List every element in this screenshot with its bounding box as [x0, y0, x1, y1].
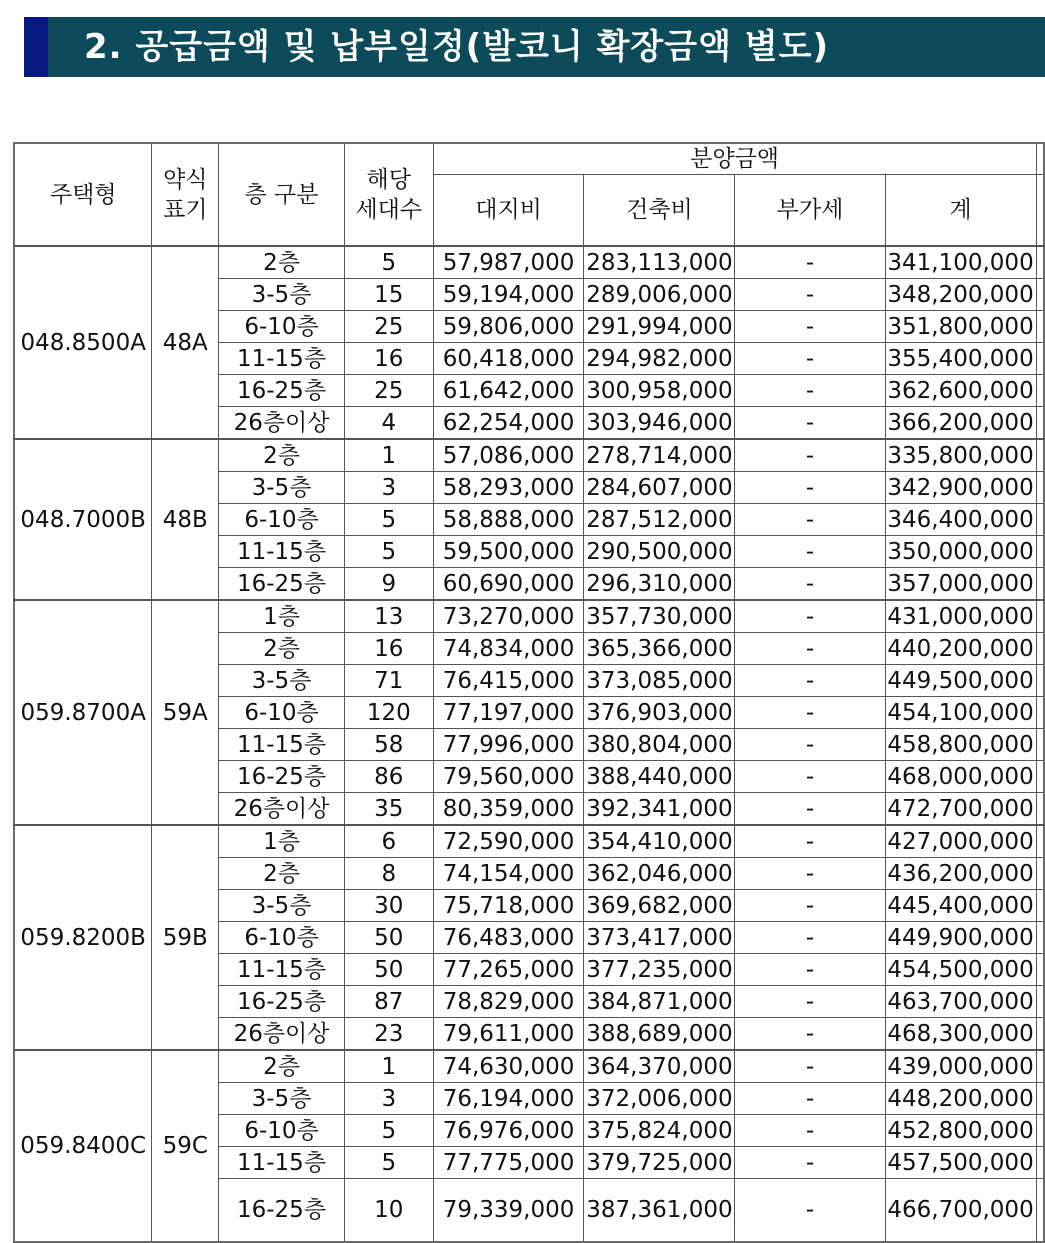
land-cost-cell: 78,829,000	[433, 986, 584, 1018]
floor-cell: 16-25층	[219, 375, 345, 407]
total-price-cell: 357,000,000	[885, 568, 1036, 601]
header-total: 계	[885, 175, 1036, 247]
header-cut-column	[1036, 175, 1044, 247]
vat-cell: -	[735, 1083, 885, 1115]
vat-cell: -	[735, 633, 885, 665]
unit-type-cell: 059.8700A	[14, 600, 152, 825]
land-cost-cell: 77,996,000	[433, 729, 584, 761]
total-price-cell: 341,100,000	[885, 246, 1036, 279]
cut-column-cell	[1036, 1115, 1044, 1147]
units-cell: 25	[344, 375, 433, 407]
header-abbr-line2: 표기	[163, 196, 208, 223]
units-cell: 9	[344, 568, 433, 601]
floor-cell: 6-10층	[219, 311, 345, 343]
units-cell: 5	[344, 536, 433, 568]
table-row	[14, 439, 1044, 472]
building-cost-cell: 290,500,000	[584, 536, 735, 568]
total-price-cell: 431,000,000	[885, 600, 1036, 633]
header-vat: 부가세	[735, 175, 885, 247]
units-cell: 30	[344, 890, 433, 922]
vat-cell: -	[735, 246, 885, 279]
header-units-line1: 해당	[366, 166, 411, 193]
abbr-cell: 48A	[152, 246, 219, 439]
floor-cell: 16-25층	[219, 986, 345, 1018]
total-price-cell: 351,800,000	[885, 311, 1036, 343]
header-abbr-line1: 약식	[163, 166, 208, 193]
units-cell: 50	[344, 954, 433, 986]
units-cell: 120	[344, 697, 433, 729]
land-cost-cell: 58,888,000	[433, 504, 584, 536]
building-cost-cell: 377,235,000	[584, 954, 735, 986]
building-cost-cell: 364,370,000	[584, 1050, 735, 1083]
building-cost-cell: 380,804,000	[584, 729, 735, 761]
units-cell: 6	[344, 825, 433, 858]
cut-column-cell	[1036, 858, 1044, 890]
land-cost-cell: 79,560,000	[433, 761, 584, 793]
building-cost-cell: 283,113,000	[584, 246, 735, 279]
header-units	[344, 143, 433, 246]
building-cost-cell: 392,341,000	[584, 793, 735, 826]
floor-cell: 2층	[219, 1050, 345, 1083]
abbr-cell: 48B	[152, 439, 219, 600]
units-cell: 5	[344, 246, 433, 279]
building-cost-cell: 289,006,000	[584, 279, 735, 311]
land-cost-cell: 59,500,000	[433, 536, 584, 568]
vat-cell: -	[735, 1179, 885, 1243]
land-cost-cell: 76,194,000	[433, 1083, 584, 1115]
cut-column-cell	[1036, 890, 1044, 922]
cut-column-cell	[1036, 279, 1044, 311]
vat-cell: -	[735, 1115, 885, 1147]
header-building: 건축비	[584, 175, 735, 247]
cut-column-cell	[1036, 600, 1044, 633]
floor-cell: 1층	[219, 600, 345, 633]
land-cost-cell: 79,611,000	[433, 1018, 584, 1051]
building-cost-cell: 296,310,000	[584, 568, 735, 601]
floor-cell: 6-10층	[219, 504, 345, 536]
floor-cell: 11-15층	[219, 536, 345, 568]
building-cost-cell: 369,682,000	[584, 890, 735, 922]
cut-column-cell	[1036, 472, 1044, 504]
units-cell: 15	[344, 279, 433, 311]
land-cost-cell: 60,418,000	[433, 343, 584, 375]
section-header-banner	[24, 17, 1045, 77]
cut-column-cell	[1036, 375, 1044, 407]
building-cost-cell: 278,714,000	[584, 439, 735, 472]
land-cost-cell: 77,197,000	[433, 697, 584, 729]
table-row	[14, 825, 1044, 858]
cut-column-cell	[1036, 1083, 1044, 1115]
total-price-cell: 335,800,000	[885, 439, 1036, 472]
cut-column-cell	[1036, 665, 1044, 697]
unit-type-group	[14, 246, 1044, 439]
building-cost-cell: 373,417,000	[584, 922, 735, 954]
cut-column-cell	[1036, 311, 1044, 343]
vat-cell: -	[735, 858, 885, 890]
table-row	[14, 246, 1044, 279]
vat-cell: -	[735, 343, 885, 375]
cut-column-cell	[1036, 1050, 1044, 1083]
units-cell: 3	[344, 472, 433, 504]
vat-cell: -	[735, 439, 885, 472]
vat-cell: -	[735, 697, 885, 729]
units-cell: 1	[344, 439, 433, 472]
land-cost-cell: 57,086,000	[433, 439, 584, 472]
floor-cell: 26층이상	[219, 407, 345, 440]
floor-cell: 1층	[219, 825, 345, 858]
building-cost-cell: 387,361,000	[584, 1179, 735, 1243]
vat-cell: -	[735, 890, 885, 922]
total-price-cell: 468,000,000	[885, 761, 1036, 793]
floor-cell: 3-5층	[219, 472, 345, 504]
land-cost-cell: 77,775,000	[433, 1147, 584, 1179]
floor-cell: 11-15층	[219, 954, 345, 986]
land-cost-cell: 80,359,000	[433, 793, 584, 826]
vat-cell: -	[735, 568, 885, 601]
header-cut-column	[1036, 143, 1044, 175]
total-price-cell: 472,700,000	[885, 793, 1036, 826]
total-price-cell: 342,900,000	[885, 472, 1036, 504]
total-price-cell: 449,900,000	[885, 922, 1036, 954]
units-cell: 4	[344, 407, 433, 440]
land-cost-cell: 60,690,000	[433, 568, 584, 601]
total-price-cell: 346,400,000	[885, 504, 1036, 536]
land-cost-cell: 76,976,000	[433, 1115, 584, 1147]
land-cost-cell: 62,254,000	[433, 407, 584, 440]
units-cell: 25	[344, 311, 433, 343]
cut-column-cell	[1036, 793, 1044, 826]
cut-column-cell	[1036, 1018, 1044, 1051]
building-cost-cell: 379,725,000	[584, 1147, 735, 1179]
unit-type-group	[14, 825, 1044, 1050]
land-cost-cell: 57,987,000	[433, 246, 584, 279]
cut-column-cell	[1036, 729, 1044, 761]
total-price-cell: 457,500,000	[885, 1147, 1036, 1179]
building-cost-cell: 362,046,000	[584, 858, 735, 890]
building-cost-cell: 384,871,000	[584, 986, 735, 1018]
units-cell: 5	[344, 504, 433, 536]
units-cell: 5	[344, 1147, 433, 1179]
floor-cell: 3-5층	[219, 279, 345, 311]
land-cost-cell: 76,415,000	[433, 665, 584, 697]
land-cost-cell: 74,834,000	[433, 633, 584, 665]
land-cost-cell: 74,630,000	[433, 1050, 584, 1083]
building-cost-cell: 287,512,000	[584, 504, 735, 536]
unit-type-cell: 048.7000B	[14, 439, 152, 600]
land-cost-cell: 77,265,000	[433, 954, 584, 986]
cut-column-cell	[1036, 246, 1044, 279]
floor-cell: 2층	[219, 858, 345, 890]
building-cost-cell: 357,730,000	[584, 600, 735, 633]
total-price-cell: 445,400,000	[885, 890, 1036, 922]
building-cost-cell: 375,824,000	[584, 1115, 735, 1147]
cut-column-cell	[1036, 1179, 1044, 1243]
floor-cell: 2층	[219, 246, 345, 279]
units-cell: 10	[344, 1179, 433, 1243]
vat-cell: -	[735, 1050, 885, 1083]
cut-column-cell	[1036, 407, 1044, 440]
vat-cell: -	[735, 793, 885, 826]
vat-cell: -	[735, 986, 885, 1018]
building-cost-cell: 284,607,000	[584, 472, 735, 504]
building-cost-cell: 388,440,000	[584, 761, 735, 793]
floor-cell: 6-10층	[219, 697, 345, 729]
unit-type-cell: 048.8500A	[14, 246, 152, 439]
building-cost-cell: 354,410,000	[584, 825, 735, 858]
land-cost-cell: 59,194,000	[433, 279, 584, 311]
total-price-cell: 350,000,000	[885, 536, 1036, 568]
vat-cell: -	[735, 504, 885, 536]
cut-column-cell	[1036, 922, 1044, 954]
units-cell: 86	[344, 761, 433, 793]
vat-cell: -	[735, 1147, 885, 1179]
header-price-group: 분양금액	[433, 143, 1036, 175]
land-cost-cell: 79,339,000	[433, 1179, 584, 1243]
units-cell: 50	[344, 922, 433, 954]
units-cell: 16	[344, 343, 433, 375]
land-cost-cell: 61,642,000	[433, 375, 584, 407]
units-cell: 13	[344, 600, 433, 633]
unit-type-group	[14, 439, 1044, 600]
building-cost-cell: 373,085,000	[584, 665, 735, 697]
land-cost-cell: 58,293,000	[433, 472, 584, 504]
total-price-cell: 458,800,000	[885, 729, 1036, 761]
total-price-cell: 466,700,000	[885, 1179, 1036, 1243]
vat-cell: -	[735, 954, 885, 986]
vat-cell: -	[735, 536, 885, 568]
total-price-cell: 448,200,000	[885, 1083, 1036, 1115]
header-type: 주택형	[14, 143, 152, 246]
building-cost-cell: 303,946,000	[584, 407, 735, 440]
building-cost-cell: 365,366,000	[584, 633, 735, 665]
vat-cell: -	[735, 825, 885, 858]
vat-cell: -	[735, 922, 885, 954]
vat-cell: -	[735, 600, 885, 633]
total-price-cell: 452,800,000	[885, 1115, 1036, 1147]
cut-column-cell	[1036, 504, 1044, 536]
building-cost-cell: 376,903,000	[584, 697, 735, 729]
vat-cell: -	[735, 279, 885, 311]
floor-cell: 6-10층	[219, 1115, 345, 1147]
table-row	[14, 1050, 1044, 1083]
total-price-cell: 439,000,000	[885, 1050, 1036, 1083]
units-cell: 5	[344, 1115, 433, 1147]
total-price-cell: 468,300,000	[885, 1018, 1036, 1051]
cut-column-cell	[1036, 825, 1044, 858]
units-cell: 71	[344, 665, 433, 697]
cut-column-cell	[1036, 439, 1044, 472]
total-price-cell: 440,200,000	[885, 633, 1036, 665]
floor-cell: 3-5층	[219, 665, 345, 697]
building-cost-cell: 372,006,000	[584, 1083, 735, 1115]
cut-column-cell	[1036, 568, 1044, 601]
abbr-cell: 59B	[152, 825, 219, 1050]
header-floor: 층 구분	[219, 143, 345, 246]
land-cost-cell: 76,483,000	[433, 922, 584, 954]
cut-column-cell	[1036, 697, 1044, 729]
total-price-cell: 436,200,000	[885, 858, 1036, 890]
vat-cell: -	[735, 729, 885, 761]
total-price-cell: 463,700,000	[885, 986, 1036, 1018]
units-cell: 58	[344, 729, 433, 761]
header-land: 대지비	[433, 175, 584, 247]
units-cell: 8	[344, 858, 433, 890]
section-title: 2. 공급금액 및 납부일정(발코니 확장금액 별도)	[84, 27, 830, 67]
floor-cell: 2층	[219, 439, 345, 472]
vat-cell: -	[735, 311, 885, 343]
vat-cell: -	[735, 375, 885, 407]
land-cost-cell: 74,154,000	[433, 858, 584, 890]
floor-cell: 26층이상	[219, 793, 345, 826]
building-cost-cell: 291,994,000	[584, 311, 735, 343]
vat-cell: -	[735, 665, 885, 697]
floor-cell: 11-15층	[219, 343, 345, 375]
land-cost-cell: 75,718,000	[433, 890, 584, 922]
total-price-cell: 362,600,000	[885, 375, 1036, 407]
total-price-cell: 449,500,000	[885, 665, 1036, 697]
vat-cell: -	[735, 407, 885, 440]
units-cell: 87	[344, 986, 433, 1018]
total-price-cell: 427,000,000	[885, 825, 1036, 858]
floor-cell: 2층	[219, 633, 345, 665]
units-cell: 3	[344, 1083, 433, 1115]
units-cell: 1	[344, 1050, 433, 1083]
unit-type-cell: 059.8200B	[14, 825, 152, 1050]
total-price-cell: 454,100,000	[885, 697, 1036, 729]
floor-cell: 26층이상	[219, 1018, 345, 1051]
total-price-cell: 366,200,000	[885, 407, 1036, 440]
floor-cell: 11-15층	[219, 1147, 345, 1179]
header-units-line2: 세대수	[355, 196, 423, 223]
building-cost-cell: 300,958,000	[584, 375, 735, 407]
banner-accent-bar	[24, 17, 48, 77]
header-abbr	[152, 143, 219, 246]
units-cell: 16	[344, 633, 433, 665]
table-row	[14, 600, 1044, 633]
cut-column-cell	[1036, 343, 1044, 375]
cut-column-cell	[1036, 761, 1044, 793]
floor-cell: 16-25층	[219, 761, 345, 793]
table-header	[14, 143, 1044, 246]
cut-column-cell	[1036, 536, 1044, 568]
cut-column-cell	[1036, 633, 1044, 665]
land-cost-cell: 73,270,000	[433, 600, 584, 633]
units-cell: 23	[344, 1018, 433, 1051]
unit-type-group	[14, 600, 1044, 825]
vat-cell: -	[735, 472, 885, 504]
unit-type-group	[14, 1050, 1044, 1242]
unit-type-cell: 059.8400C	[14, 1050, 152, 1242]
building-cost-cell: 388,689,000	[584, 1018, 735, 1051]
floor-cell: 6-10층	[219, 922, 345, 954]
abbr-cell: 59A	[152, 600, 219, 825]
floor-cell: 16-25층	[219, 1179, 345, 1243]
total-price-cell: 348,200,000	[885, 279, 1036, 311]
abbr-cell: 59C	[152, 1050, 219, 1242]
total-price-cell: 454,500,000	[885, 954, 1036, 986]
floor-cell: 3-5층	[219, 1083, 345, 1115]
floor-cell: 11-15층	[219, 729, 345, 761]
vat-cell: -	[735, 761, 885, 793]
land-cost-cell: 59,806,000	[433, 311, 584, 343]
floor-cell: 16-25층	[219, 568, 345, 601]
vat-cell: -	[735, 1018, 885, 1051]
land-cost-cell: 72,590,000	[433, 825, 584, 858]
building-cost-cell: 294,982,000	[584, 343, 735, 375]
total-price-cell: 355,400,000	[885, 343, 1036, 375]
cut-column-cell	[1036, 954, 1044, 986]
cut-column-cell	[1036, 1147, 1044, 1179]
cut-column-cell	[1036, 986, 1044, 1018]
supply-price-table	[13, 142, 1045, 1243]
units-cell: 35	[344, 793, 433, 826]
floor-cell: 3-5층	[219, 890, 345, 922]
